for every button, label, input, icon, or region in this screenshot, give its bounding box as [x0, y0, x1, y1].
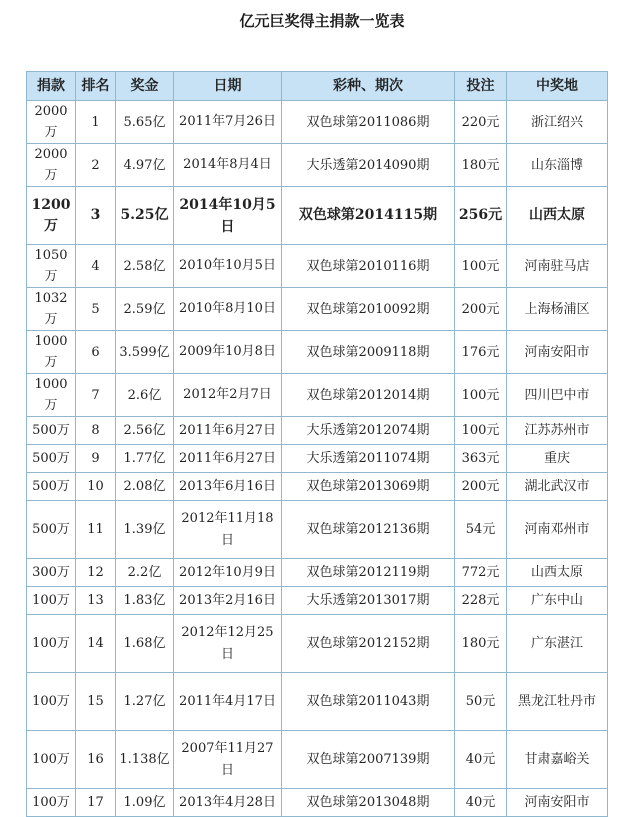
header-donation: 捐款 — [27, 72, 76, 101]
cell-donation: 100万 — [27, 731, 76, 789]
cell-rank: 9 — [76, 445, 116, 473]
cell-prize: 2.56亿 — [116, 417, 174, 445]
cell-place: 山西太原 — [507, 187, 608, 245]
cell-date: 2007年11月27日 — [174, 731, 282, 789]
cell-bet: 200元 — [455, 288, 507, 331]
cell-rank: 13 — [76, 587, 116, 615]
cell-bet: 180元 — [455, 615, 507, 673]
header-place: 中奖地 — [507, 72, 608, 101]
cell-lottery: 双色球第2012136期 — [282, 501, 455, 559]
cell-bet: 256元 — [455, 187, 507, 245]
cell-bet: 200元 — [455, 473, 507, 501]
cell-prize: 2.2亿 — [116, 559, 174, 587]
cell-lottery: 大乐透第2013017期 — [282, 587, 455, 615]
cell-date: 2013年2月16日 — [174, 587, 282, 615]
table-row — [27, 789, 608, 817]
cell-date: 2014年10月5日 — [174, 187, 282, 245]
cell-prize: 1.83亿 — [116, 587, 174, 615]
cell-rank: 16 — [76, 731, 116, 789]
table-row — [27, 374, 608, 417]
cell-donation: 100万 — [27, 789, 76, 817]
cell-date: 2012年11月18日 — [174, 501, 282, 559]
table-header-row — [27, 72, 608, 101]
cell-prize: 5.65亿 — [116, 101, 174, 144]
cell-date: 2013年4月28日 — [174, 789, 282, 817]
cell-donation: 1200万 — [27, 187, 76, 245]
cell-donation: 100万 — [27, 587, 76, 615]
cell-place: 黑龙江牡丹市 — [507, 673, 608, 731]
cell-place: 甘肃嘉峪关 — [507, 731, 608, 789]
cell-lottery: 双色球第2012152期 — [282, 615, 455, 673]
cell-prize: 3.599亿 — [116, 331, 174, 374]
cell-rank: 5 — [76, 288, 116, 331]
cell-donation: 2000万 — [27, 101, 76, 144]
cell-rank: 4 — [76, 245, 116, 288]
cell-donation: 1050万 — [27, 245, 76, 288]
donation-table — [26, 71, 608, 817]
cell-date: 2009年10月8日 — [174, 331, 282, 374]
cell-place: 山东淄博 — [507, 144, 608, 187]
cell-donation: 500万 — [27, 473, 76, 501]
table-row — [27, 445, 608, 473]
cell-lottery: 双色球第2013069期 — [282, 473, 455, 501]
header-rank: 排名 — [76, 72, 116, 101]
table-row — [27, 417, 608, 445]
cell-date: 2014年8月4日 — [174, 144, 282, 187]
cell-place: 江苏苏州市 — [507, 417, 608, 445]
cell-place: 河南安阳市 — [507, 789, 608, 817]
cell-prize: 2.08亿 — [116, 473, 174, 501]
cell-bet: 228元 — [455, 587, 507, 615]
cell-date: 2010年8月10日 — [174, 288, 282, 331]
cell-donation: 1032万 — [27, 288, 76, 331]
cell-donation: 500万 — [27, 445, 76, 473]
cell-rank: 14 — [76, 615, 116, 673]
cell-bet: 100元 — [455, 417, 507, 445]
cell-place: 河南驻马店 — [507, 245, 608, 288]
cell-place: 河南安阳市 — [507, 331, 608, 374]
table-row — [27, 101, 608, 144]
table-row — [27, 615, 608, 673]
table-row — [27, 331, 608, 374]
cell-rank: 6 — [76, 331, 116, 374]
cell-place: 四川巴中市 — [507, 374, 608, 417]
cell-date: 2012年12月25日 — [174, 615, 282, 673]
cell-bet: 363元 — [455, 445, 507, 473]
cell-place: 广东中山 — [507, 587, 608, 615]
cell-rank: 3 — [76, 187, 116, 245]
cell-lottery: 双色球第2012119期 — [282, 559, 455, 587]
cell-rank: 2 — [76, 144, 116, 187]
cell-place: 山西太原 — [507, 559, 608, 587]
header-date: 日期 — [174, 72, 282, 101]
cell-lottery: 双色球第2013048期 — [282, 789, 455, 817]
cell-bet: 100元 — [455, 374, 507, 417]
header-lottery: 彩种、期次 — [282, 72, 455, 101]
cell-donation: 500万 — [27, 501, 76, 559]
cell-place: 湖北武汉市 — [507, 473, 608, 501]
table-row — [27, 144, 608, 187]
cell-bet: 772元 — [455, 559, 507, 587]
cell-donation: 1000万 — [27, 331, 76, 374]
cell-date: 2011年6月27日 — [174, 417, 282, 445]
cell-lottery: 双色球第2010092期 — [282, 288, 455, 331]
cell-donation: 100万 — [27, 615, 76, 673]
cell-rank: 1 — [76, 101, 116, 144]
cell-donation: 1000万 — [27, 374, 76, 417]
cell-prize: 2.59亿 — [116, 288, 174, 331]
cell-donation: 300万 — [27, 559, 76, 587]
cell-bet: 40元 — [455, 789, 507, 817]
page-title: 亿元巨奖得主捐款一览表 — [239, 12, 405, 30]
cell-rank: 11 — [76, 501, 116, 559]
cell-bet: 180元 — [455, 144, 507, 187]
table-row — [27, 187, 608, 245]
cell-place: 上海杨浦区 — [507, 288, 608, 331]
table-row — [27, 473, 608, 501]
cell-date: 2011年4月17日 — [174, 673, 282, 731]
cell-lottery: 双色球第2011043期 — [282, 673, 455, 731]
cell-date: 2010年10月5日 — [174, 245, 282, 288]
cell-rank: 10 — [76, 473, 116, 501]
cell-prize: 1.09亿 — [116, 789, 174, 817]
cell-date: 2011年7月26日 — [174, 101, 282, 144]
cell-lottery: 双色球第2014115期 — [282, 187, 455, 245]
cell-rank: 7 — [76, 374, 116, 417]
cell-rank: 17 — [76, 789, 116, 817]
cell-prize: 5.25亿 — [116, 187, 174, 245]
cell-place: 重庆 — [507, 445, 608, 473]
cell-lottery: 双色球第2011086期 — [282, 101, 455, 144]
table-row — [27, 731, 608, 789]
cell-lottery: 双色球第2010116期 — [282, 245, 455, 288]
cell-place: 浙江绍兴 — [507, 101, 608, 144]
header-prize: 奖金 — [116, 72, 174, 101]
cell-date: 2012年10月9日 — [174, 559, 282, 587]
cell-bet: 54元 — [455, 501, 507, 559]
cell-date: 2013年6月16日 — [174, 473, 282, 501]
header-bet: 投注 — [455, 72, 507, 101]
cell-lottery: 大乐透第2012074期 — [282, 417, 455, 445]
cell-bet: 40元 — [455, 731, 507, 789]
cell-lottery: 双色球第2009118期 — [282, 331, 455, 374]
cell-lottery: 大乐透第2014090期 — [282, 144, 455, 187]
cell-prize: 1.138亿 — [116, 731, 174, 789]
table-row — [27, 288, 608, 331]
cell-place: 广东湛江 — [507, 615, 608, 673]
cell-prize: 1.77亿 — [116, 445, 174, 473]
cell-prize: 2.6亿 — [116, 374, 174, 417]
cell-prize: 1.39亿 — [116, 501, 174, 559]
cell-bet: 220元 — [455, 101, 507, 144]
cell-place: 河南邓州市 — [507, 501, 608, 559]
cell-lottery: 双色球第2012014期 — [282, 374, 455, 417]
table-row — [27, 501, 608, 559]
cell-date: 2012年2月7日 — [174, 374, 282, 417]
cell-prize: 1.68亿 — [116, 615, 174, 673]
cell-lottery: 大乐透第2011074期 — [282, 445, 455, 473]
cell-prize: 4.97亿 — [116, 144, 174, 187]
table-row — [27, 559, 608, 587]
cell-rank: 15 — [76, 673, 116, 731]
table-row — [27, 587, 608, 615]
cell-bet: 50元 — [455, 673, 507, 731]
cell-donation: 2000万 — [27, 144, 76, 187]
cell-rank: 8 — [76, 417, 116, 445]
cell-prize: 1.27亿 — [116, 673, 174, 731]
cell-donation: 100万 — [27, 673, 76, 731]
cell-bet: 176元 — [455, 331, 507, 374]
table-row — [27, 673, 608, 731]
cell-lottery: 双色球第2007139期 — [282, 731, 455, 789]
cell-date: 2011年6月27日 — [174, 445, 282, 473]
cell-donation: 500万 — [27, 417, 76, 445]
cell-prize: 2.58亿 — [116, 245, 174, 288]
cell-bet: 100元 — [455, 245, 507, 288]
table-row — [27, 245, 608, 288]
cell-rank: 12 — [76, 559, 116, 587]
